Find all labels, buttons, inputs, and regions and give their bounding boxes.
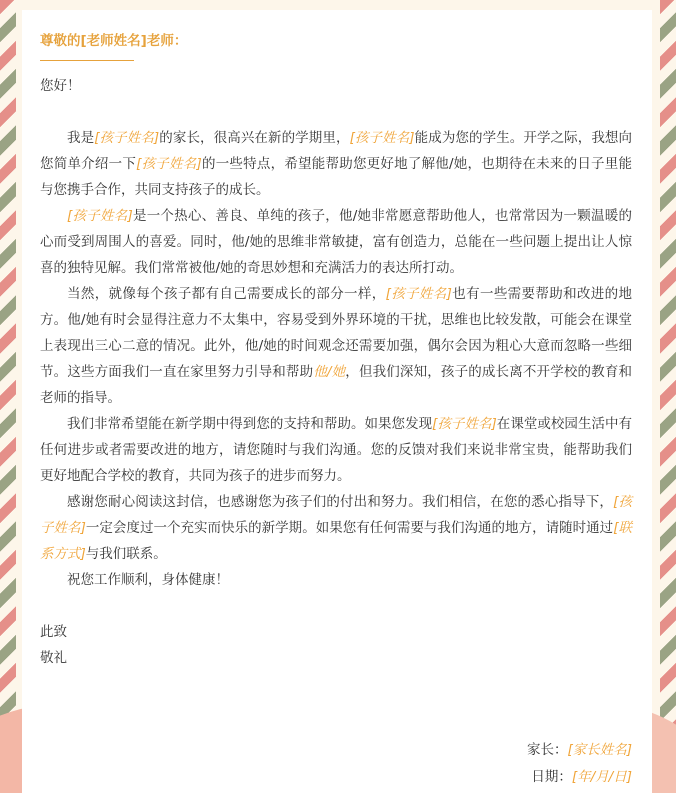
closing-line-2: 敬礼	[40, 650, 67, 666]
paragraph-thanks	[40, 489, 632, 567]
date-line	[40, 764, 632, 791]
salutation-underline	[40, 60, 134, 61]
text: 在课堂或校园生活中有任何进步或者需要改进的地方，请您随时与我们沟通。您的反馈对我们来说非常宝贵，能帮助我们更好地配合学校的教育，共同为孩子的进步而努力。	[40, 416, 633, 484]
parent-signature-line	[40, 737, 632, 764]
child-name-placeholder: [孩子姓名]	[136, 156, 202, 172]
parent-name-placeholder: [家长姓名]	[567, 742, 632, 758]
text: 一定会度过一个充实而快乐的新学期。如果您有任何需要与我们沟通的地方，请随时通过	[85, 520, 614, 536]
paragraph-support	[40, 411, 632, 489]
salutation: 尊敬的[老师姓名]老师：	[40, 33, 188, 49]
text: 的一些特点，希望能帮助您更好地了解他/她，也期待在未来的日子里能与您携手合作，共同支持孩子的成长。	[40, 156, 632, 198]
airmail-border-left	[0, 0, 16, 793]
greeting: 您好！	[40, 78, 81, 94]
date-placeholder: [年/月/日]	[571, 769, 632, 785]
date-label: 日期：	[531, 769, 572, 785]
child-name-placeholder: [孩子姓名]	[67, 208, 133, 224]
child-name-placeholder: [孩子姓名]	[385, 286, 452, 302]
signature-block	[40, 737, 632, 791]
paragraph-wishes: 祝您工作顺利，身体健康！	[67, 572, 229, 588]
text: ，但我们深知，孩子的成长离不开学校的教育和老师的指导。	[40, 364, 633, 406]
paragraph-strengths	[40, 203, 632, 281]
letter-body	[40, 30, 632, 671]
contact-placeholder: [联系方式]	[40, 520, 632, 562]
child-name-placeholder: [孩子姓名]	[94, 130, 160, 146]
text: 也有一些需要帮助和改进的地方。他/她有时会显得注意力不太集中，容易受到外界环境的干扰，思维也比较发散，可能会在课堂上表现出三心二意的情况。此外，他/她的时间观念还需要加强，偶尔会因为粗心大意而忽略一些细节。这些方面我们一直在家里努力引导和帮助	[40, 286, 632, 380]
letter-card	[22, 10, 652, 793]
airmail-border-right	[660, 0, 676, 793]
child-name-placeholder: [孩子姓名]	[349, 130, 415, 146]
text: 的家长，很高兴在新的学期里，	[159, 130, 350, 146]
text: 当然，就像每个孩子都有自己需要成长的部分一样，	[67, 286, 386, 302]
text: 我们非常希望能在新学期中得到您的支持和帮助。如果您发现	[67, 416, 433, 432]
text: 我是	[67, 130, 95, 146]
text: 是一个热心、善良、单纯的孩子，他/她非常愿意帮助他人，也常常因为一颗温暖的心而受到周围人的喜爱。同时，他/她的思维非常敏捷，富有创造力，总能在一些问题上提出让人惊喜的独特见解。我们常常被他/她的奇思妙想和充满活力的表达所打动。	[40, 208, 632, 276]
text: 能成为您的学生。开学之际，我想向您简单介绍一下	[40, 130, 633, 172]
child-name-placeholder: [孩子姓名]	[40, 494, 632, 536]
child-name-placeholder: [孩子姓名]	[432, 416, 497, 432]
closing-line-1: 此致	[40, 624, 67, 640]
text: 感谢您耐心阅读这封信，也感谢您为孩子们的付出和努力。我们相信，在您的悉心指导下，	[67, 494, 614, 510]
he-she-placeholder: 他/她	[313, 364, 346, 380]
paragraph-introduction	[40, 125, 632, 203]
parent-label: 家长：	[526, 742, 568, 758]
paragraph-improvements	[40, 281, 632, 411]
text: 与我们联系。	[85, 546, 167, 562]
